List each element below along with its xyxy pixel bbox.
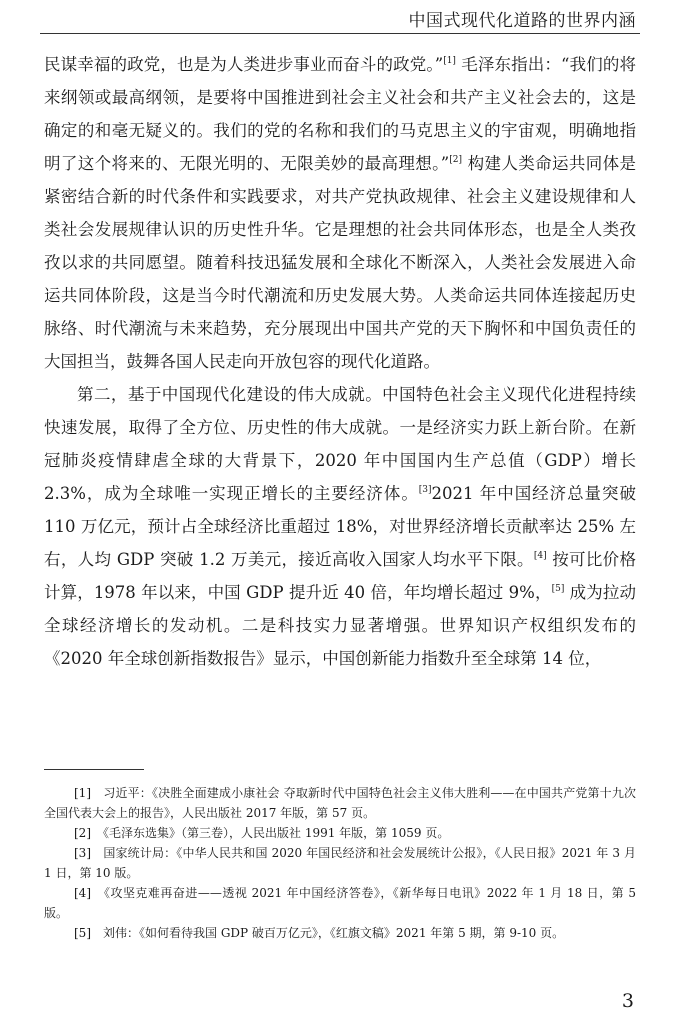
- text-run: 毛泽东指出：“我们的将来纲领或最高纲领，是要将中国推进到社会主义社会和共产主义社会去的，这是确定的和毫无疑义的。我们的党的名称和我们的马克思主义的宇宙观，明确地指明了这个将来的、无限光明的、无限美妙的最高理想。”: [44, 55, 636, 173]
- footnote: [2] 《毛泽东选集》（第三卷），人民出版社 1991 年版，第 1059 页。: [74, 826, 450, 840]
- paragraph: [44, 48, 636, 378]
- text-run: 第二，基于中国现代化建设的伟大成就。中国特色社会主义现代化进程持续快速发展，取得了全方位、历史性的伟大成就。一是经济实力跃上新台阶。在新冠肺炎疫情肆虐全球的大背景下，2020 年中国国内生产总值（GDP）增长 2.3%，成为全球唯一实现正增长的主要经济体。: [44, 385, 636, 503]
- footnote: [1] 习近平：《决胜全面建成小康社会 夺取新时代中国特色社会主义伟大胜利——在中国共产党第十九次全国代表大会上的报告》，人民出版社 2017 年版，第 57 页。: [44, 786, 636, 820]
- text-run: 构建人类命运共同体是紧密结合新的时代条件和实践要求，对共产党执政规律、社会主义建设规律和人类社会发展规律认识的历史性升华。它是理想的社会共同体形态，也是全人类孜孜以求的共同愿望。随着科技迅猛发展和全球化不断深入，人类社会发展进入命运共同体阶段，这是当今时代潮流和历史发展大势。人类命运共同体连接起历史脉络、时代潮流与未来趋势，充分展现出中国共产党的天下胸怀和中国负责任的大国担当，鼓舞各国人民走向开放包容的现代化道路。: [44, 154, 636, 371]
- footnotes: [44, 783, 636, 943]
- text-run: 2021 年中国经济总量突破 110 万亿元，预计占全球经济比重超过 18%，对世界经济增长贡献率达 25% 左右，人均 GDP 突破 1.2 万美元，接近高收入国家人均水平下限。: [44, 484, 636, 569]
- footnote-ref: [5]: [551, 584, 565, 594]
- page-number: 3: [621, 990, 634, 1012]
- running-header-title: 中国式现代化道路的世界内涵: [408, 11, 636, 31]
- paragraph: [44, 378, 636, 675]
- footnote: [3] 国家统计局：《中华人民共和国 2020 年国民经济和社会发展统计公报》，《人民日报》2021 年 3 月 1 日，第 10 版。: [44, 846, 636, 880]
- running-header: [0, 0, 680, 36]
- header-rule: [40, 33, 640, 34]
- footnote-separator: [44, 769, 144, 770]
- footnote-ref: [2]: [449, 155, 462, 165]
- footnote-ref: [3]: [418, 485, 432, 495]
- text-run: 成为拉动全球经济增长的发动机。二是科技实力显著增强。世界知识产权组织发布的《2020 年全球创新指数报告》显示，中国创新能力指数升至全球第 14 位，: [44, 583, 636, 668]
- text-run: 按可比价格计算，1978 年以来，中国 GDP 提升近 40 倍，年均增长超过 9%，: [44, 550, 637, 602]
- footnote-ref: [4]: [533, 551, 547, 561]
- body-text: [44, 48, 636, 675]
- footnote: [5] 刘伟：《如何看待我国 GDP 破百万亿元》，《红旗文稿》2021 年第 5 期，第 9-10 页。: [74, 926, 565, 940]
- footnote: [4] 《攻坚克难再奋进——透视 2021 年中国经济答卷》，《新华每日电讯》2022 年 1 月 18 日，第 5 版。: [44, 886, 636, 920]
- footnote-ref: [1]: [443, 56, 456, 66]
- text-run: 民谋幸福的政党，也是为人类进步事业而奋斗的政党。”: [44, 55, 444, 74]
